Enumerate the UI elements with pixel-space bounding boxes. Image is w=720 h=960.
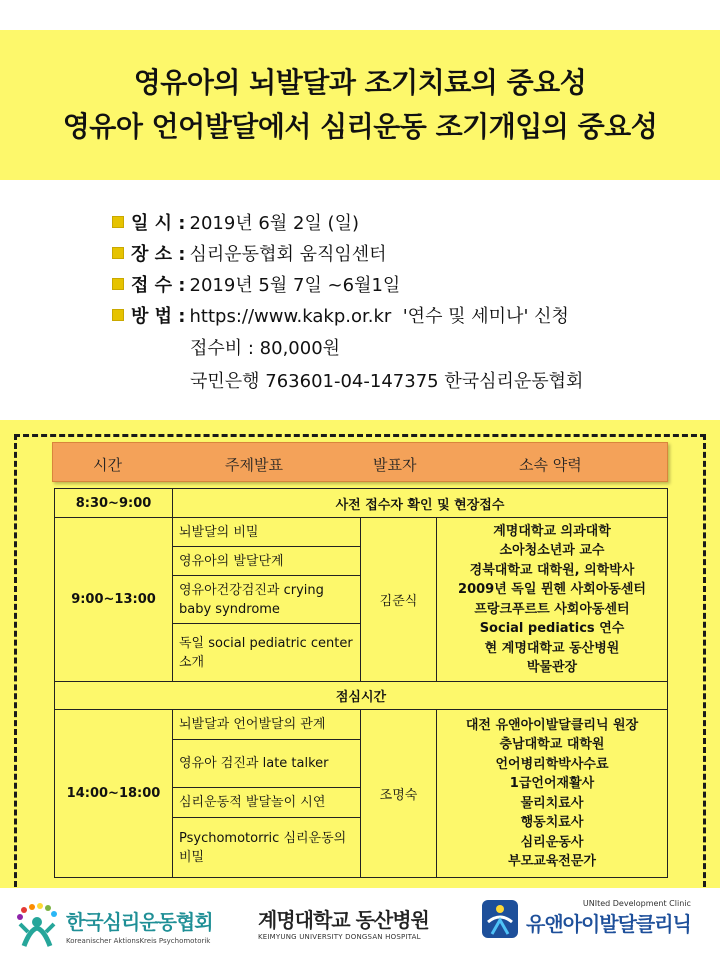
afternoon-affiliation xyxy=(437,710,668,878)
dongsan-logo xyxy=(258,904,429,941)
aff-line: 부모교육전문가 xyxy=(508,854,596,869)
registration-label: 접 수 : xyxy=(131,274,186,296)
registration-value: 2019년 5월 7일 ~6월1일 xyxy=(189,274,401,296)
afternoon-topic-1: 뇌발달과 언어발달의 관계 xyxy=(173,710,361,740)
schedule-header xyxy=(52,442,668,482)
info-place-row xyxy=(112,237,692,268)
fee-text: 접수비 : 80,000원 xyxy=(190,337,341,359)
morning-topic-3: 영유아건강검진과 crying baby syndrome xyxy=(173,576,361,624)
aff-line: 1급언어재활사 xyxy=(509,776,595,791)
aff-line: 2009년 독일 뮌헨 사회아동센터 xyxy=(458,582,646,597)
schedule-table xyxy=(54,488,668,878)
date-value: 2019년 6월 2일 (일) xyxy=(189,212,359,234)
morning-topic-4: 독일 social pediatric center 소개 xyxy=(173,624,361,682)
table-row xyxy=(55,489,668,518)
header-topic: 주제발표 xyxy=(225,456,283,474)
uni-clinic-emblem-icon xyxy=(480,896,520,940)
title-line-2: 영유아 언어발달에서 심리운동 조기개입의 중요성 xyxy=(62,110,658,143)
morning-topic-2: 영유아의 발달단계 xyxy=(173,547,361,576)
dongsan-name: 계명대학교 동산병원 xyxy=(258,908,429,932)
kakp-name: 한국심리운동협회 xyxy=(66,909,213,934)
header-speaker: 발표자 xyxy=(373,456,417,474)
info-date-row xyxy=(112,206,692,237)
table-row xyxy=(55,682,668,710)
bullet-icon xyxy=(112,309,124,321)
kakp-emblem-icon xyxy=(14,902,60,948)
afternoon-speaker: 조명숙 xyxy=(361,710,437,878)
aff-line: 행동치료사 xyxy=(520,815,584,830)
bullet-icon xyxy=(112,278,124,290)
aff-line: 소아청소년과 교수 xyxy=(499,543,605,558)
method-label: 방 법 : xyxy=(131,305,186,327)
header-affiliation: 소속 약력 xyxy=(519,456,582,474)
title-banner xyxy=(0,30,720,180)
afternoon-topic-2: 영유아 검진과 late talker xyxy=(173,740,361,788)
afternoon-time: 14:00~18:00 xyxy=(55,710,173,878)
date-label: 일 시 : xyxy=(131,212,186,234)
aff-line: 박물관장 xyxy=(526,660,578,675)
lunch-text: 점심시간 xyxy=(55,682,668,710)
aff-line: 경북대학교 대학원, 의학박사 xyxy=(469,562,635,578)
uni-clinic-logo xyxy=(480,896,691,940)
kakp-subtitle: Koreanischer AktionsKreis Psychomotorik xyxy=(66,936,211,945)
title-line-1: 영유아의 뇌발달과 조기치료의 중요성 xyxy=(133,66,587,99)
info-method-row xyxy=(112,299,692,330)
table-row xyxy=(55,710,668,740)
afternoon-topic-3: 심리운동적 발달놀이 시연 xyxy=(173,788,361,818)
uni-clinic-subtitle: UNIted Development Clinic xyxy=(582,899,691,908)
uni-clinic-name: 유앤아이발달클리닉 xyxy=(526,912,691,936)
place-label: 장 소 : xyxy=(131,243,186,265)
place-value: 심리운동협회 움직임센터 xyxy=(189,243,387,265)
reg-time: 8:30~9:00 xyxy=(55,489,173,518)
morning-speaker: 김준식 xyxy=(361,518,437,682)
account-text: 국민은행 763601-04-147375 한국심리운동협회 xyxy=(190,370,584,392)
aff-line: 대전 유앤아이발달클리닉 원장 xyxy=(465,717,639,733)
aff-line: 심리운동사 xyxy=(520,834,584,850)
aff-line: 현 계명대학교 동산병원 xyxy=(484,640,620,656)
dongsan-subtitle: KEIMYUNG UNIVERSITY DONGSAN HOSPITAL xyxy=(258,933,421,941)
morning-topic-1: 뇌발달의 비밀 xyxy=(173,518,361,547)
bullet-icon xyxy=(112,216,124,228)
morning-affiliation xyxy=(437,518,668,682)
afternoon-topic-4: Psychomotorric 심리운동의 비밀 xyxy=(173,818,361,878)
morning-time: 9:00~13:00 xyxy=(55,518,173,682)
aff-line: Social pediatics 연수 xyxy=(479,621,625,636)
info-registration-row xyxy=(112,268,692,299)
header-time: 시간 xyxy=(93,456,122,474)
table-row xyxy=(55,518,668,547)
kakp-logo xyxy=(14,902,213,948)
method-value: https://www.kakp.or.kr '연수 및 세미나' 신청 xyxy=(189,305,569,327)
aff-line: 계명대학교 의과대학 xyxy=(493,523,611,539)
aff-line: 물리치료사 xyxy=(520,795,584,811)
bullet-icon xyxy=(112,247,124,259)
footer-logos xyxy=(0,890,720,960)
aff-line: 충남대학교 대학원 xyxy=(499,737,605,752)
aff-line: 프랑크푸르트 사회아동센터 xyxy=(474,601,630,617)
aff-line: 언어병리학박사수료 xyxy=(495,756,609,772)
event-info xyxy=(112,206,692,396)
reg-text: 사전 접수자 확인 및 현장접수 xyxy=(173,489,668,518)
